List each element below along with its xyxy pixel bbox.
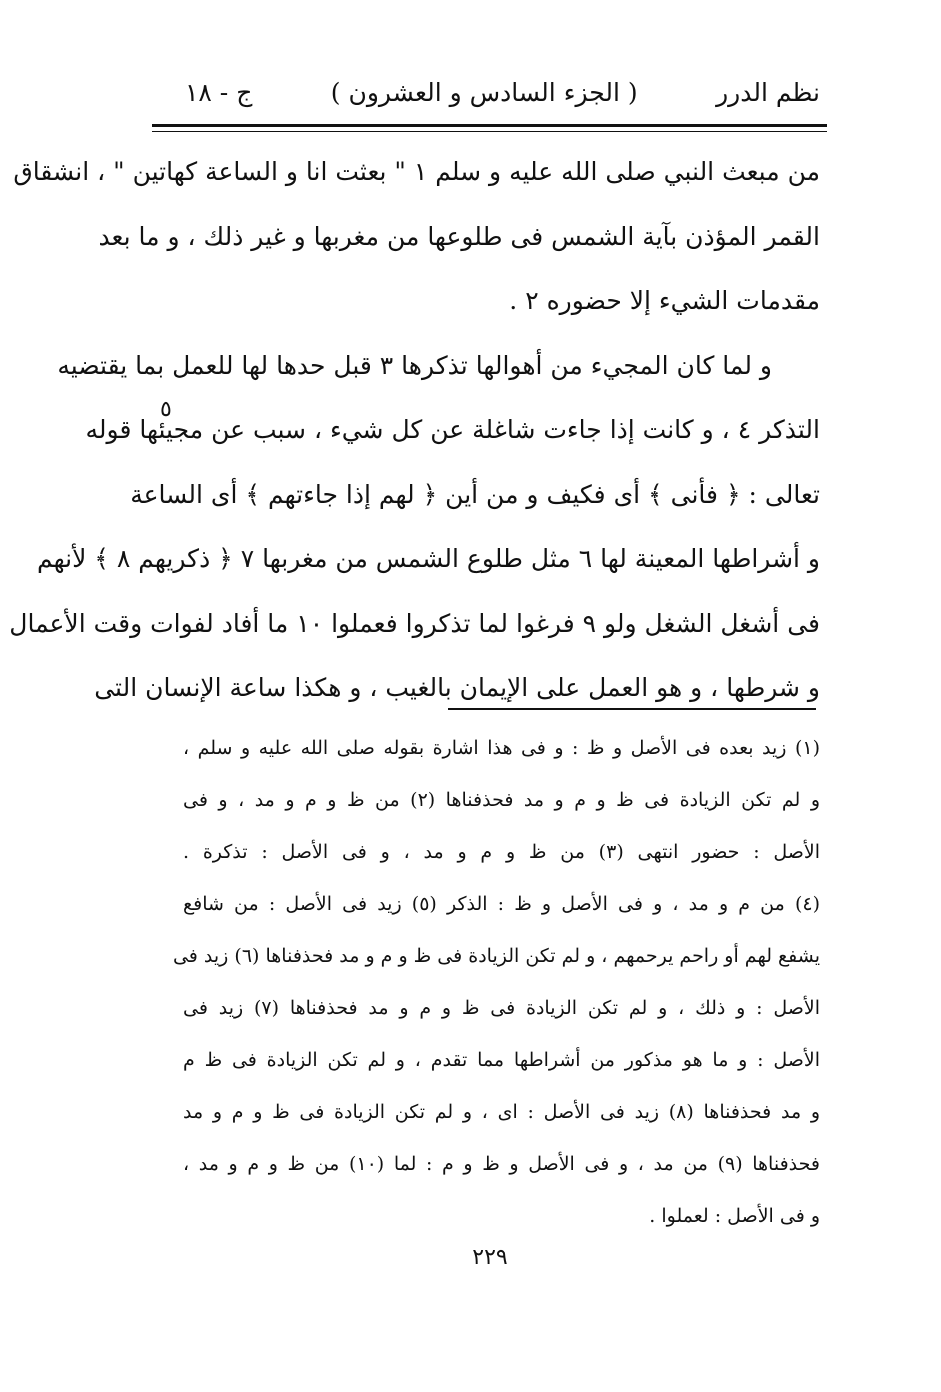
margin-line-number: ٥ [160,397,172,422]
header-rule-thick [152,124,827,127]
text-line: فى أشغل الشغل ولو ٩ فرغوا لما تذكروا فعملوا ١٠ ما أفاد لفوات وقت الأعمال [9,608,820,638]
text-line: مقدمات الشيء إلا حضوره ٢ . [509,286,820,315]
footnote-line: (٤) من م و مد ، و فى الأصل و ظ : الذكر (٥) زيد فى الأصل : من شافع [183,893,820,915]
page-number: ٢٢٩ [472,1245,508,1270]
header-part-title: ( الجزء السادس و العشرون ) [330,77,638,107]
footnote-line: و لم تكن الزيادة فى ظ و م و مد فحذفناها (٢) من ظ و م و مد ، و فى [183,789,820,811]
footnote-line: و فى الأصل : لعملوا . [649,1205,820,1227]
footnote-line: يشفع لهم أو راحم يرحمهم ، و لم تكن الزيادة فى ظ و م و مد فحذفناها (٦) زيد فى [172,945,820,967]
running-header [185,68,820,116]
text-line: و لما كان المجيء من أهوالها تذكرها ٣ قبل حدها لها للعمل بما يقتضيه [57,350,772,380]
footnote-line: الأصل : و ما هو مذكور من أشراطها مما تقدم ، و لم تكن الزيادة فى ظ م [183,1049,820,1071]
header-rule-thin [152,131,827,132]
footnote-line: و مد فحذفناها (٨) زيد فى الأصل : اى ، و لم تكن الزيادة فى ظ و م و مد [183,1101,821,1123]
header-volume: ج - ١٨ [185,77,253,107]
header-book-title: نظم الدرر [716,77,820,107]
footnote-line: فحذفناها (٩) من مد ، و فى الأصل و ظ و م : لما (١٠) من ظ و م و مد ، [183,1153,820,1175]
footnote-separator [448,708,816,710]
footnote-line: الأصل : حضور انتهى (٣) من ظ و م و مد ، و فى الأصل : تذكرة . [183,841,821,863]
footnote-line: الأصل : و ذلك ، و لم تكن الزيادة فى ظ و م و مد فحذفناها (٧) زيد فى [183,997,820,1019]
footnotes [172,722,821,1242]
text-line: و أشراطها المعينة لها ٦ مثل طلوع الشمس من مغربها ٧ ﴿ ذكريهم ٨ ﴾ لأنهم [36,544,820,573]
text-line: القمر المؤذن بآية الشمس فى طلوعها من مغربها و غير ذلك ، و ما بعد [98,221,820,251]
main-text [9,140,820,721]
footnote-line: (١) زيد بعده فى الأصل و ظ : و فى هذا اشارة بقوله صلى الله عليه و سلم ، [183,737,820,759]
text-line: و شرطها ، و هو العمل على الإيمان بالغيب ، و هكذا ساعة الإنسان التى [94,673,820,702]
text-line: التذكر ٤ ، و كانت إذا جاءت شاغلة عن كل شيء ، سبب عن مجيئها قوله [85,415,820,444]
text-line: من مبعث النبي صلى الله عليه و سلم ١ " بعثت انا و الساعة كهاتين " ، انشقاق [13,157,820,186]
text-line: تعالى : ﴿ فأنى ﴾ أى فكيف و من أين ﴿ لهم إذا جاءتهم ﴾ أى الساعة [130,479,820,509]
